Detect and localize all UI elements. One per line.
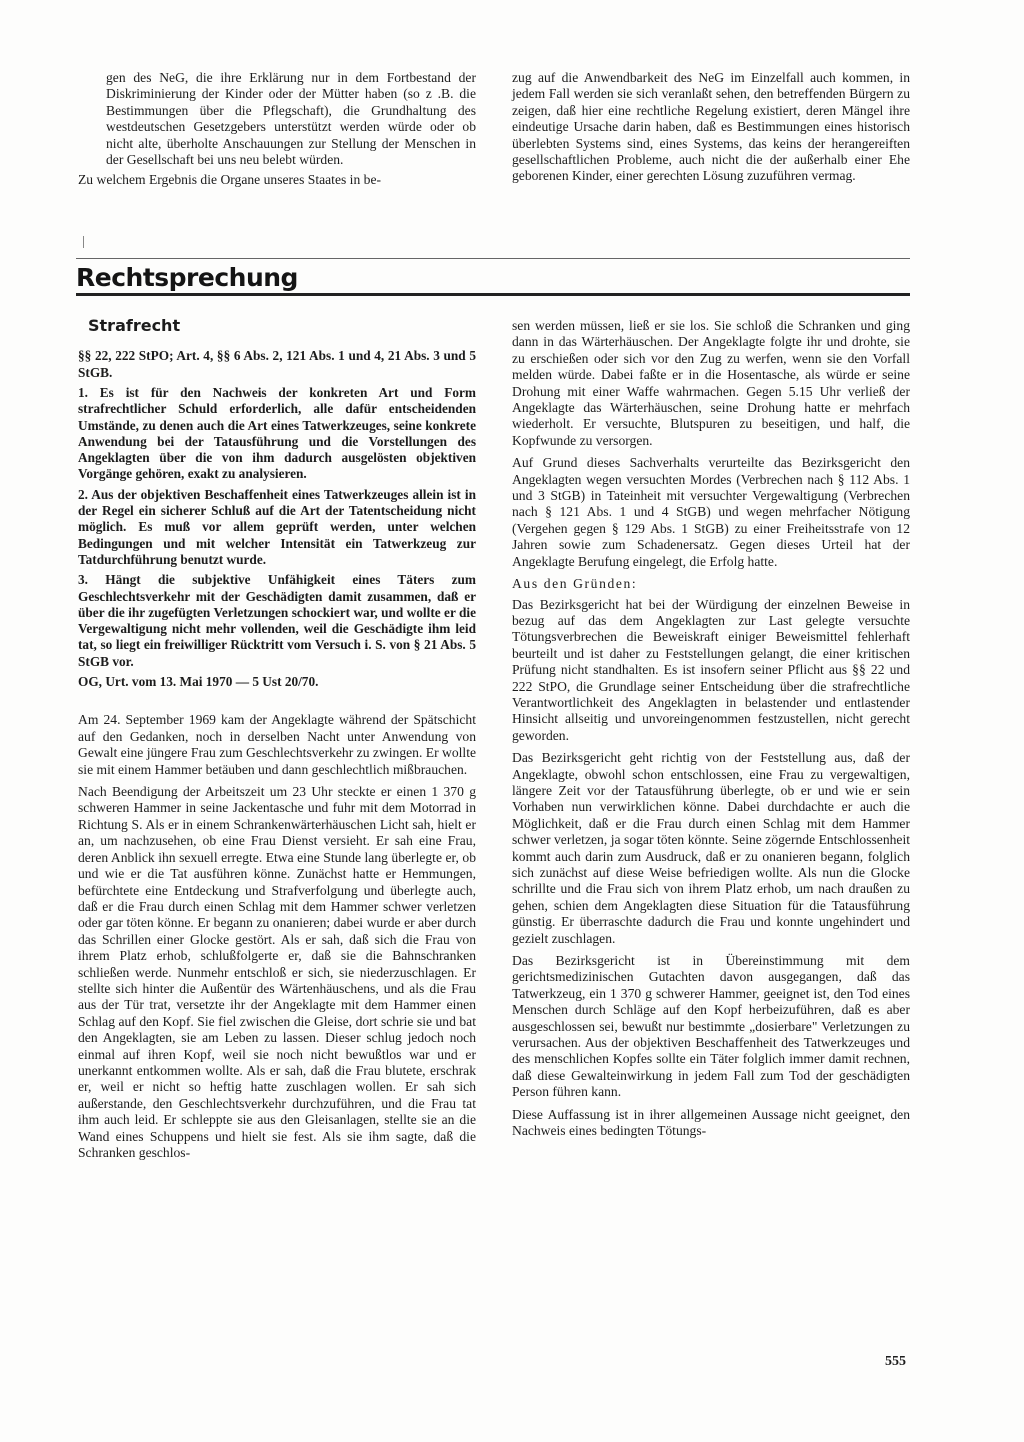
page-heading: Rechtsprechung xyxy=(76,263,298,292)
divider xyxy=(76,258,910,259)
heading-underline xyxy=(76,293,910,296)
body-paragraph: Diese Auffassung ist in ihrer allgemeinen Aussage nicht geeignet, den Nachweis eines bedingten Tötungs- xyxy=(512,1106,910,1139)
right-main-column xyxy=(512,318,910,1140)
headnote-1: 1. Es ist für den Nachweis der konkreten Art und Form strafrechtlicher Schuld erforderlich, alle dafür entscheidenden Umstände, zu denen auch die Art eines Tatwerkzeuges, seine konkrete Anwendung bei der Tatausführung und die Vorstellungen des Angeklagten über die von ihm dadurch ausgelösten objektiven Vorgänge gehören, exakt zu analysieren. xyxy=(78,385,476,482)
reasons-label: Aus den Gründen: xyxy=(512,576,638,592)
body-paragraph: Das Bezirksgericht hat bei der Würdigung der einzelnen Beweise in bezug auf das dem Angeklagten zur Last gelegte versuchte Tötungsverbrechen die Beweiskraft einiger Beweismittel fehlerhaft beurteilt und ist daher zu Feststellungen gelangt, die einer kritischen Prüfung nicht standhalten. Es ist insofern seiner Pflicht aus §§ 22 und 222 StPO, die Grundlage seiner Entscheidung über die strafrechtliche Verantwortlichkeit des Angeklagten in belastender und entlastender Hinsicht allseitig und unvoreingenommen festzustellen, nicht gerecht geworden. xyxy=(512,596,910,743)
paragraph: Zu welchem Ergebnis die Organe unseres Staates in be- xyxy=(78,172,381,188)
body-paragraph: Das Bezirksgericht ist in Übereinstimmung mit dem gerichtsmedizinischen Gutachten davon ausgegangen, daß das Tatwerkzeug, ein 1 370 g schwerer Hammer, geeignet ist, den Tod eines Menschen durch Schläge auf den Kopf herbeizuführen, daß es aber ausgeschlossen sei, bewußt nur bestimmte „dosierbare" Verletzungen zu verursachen. Aus der objektiven Beschaffenheit des Tatwerkzeuges und des menschlichen Kopfes sollte ein Täter folglich immer damit rechnen, daß diese Gewalteinwirkung in jedem Fall zum Tod der geschädigten Person führen kann. xyxy=(512,953,910,1100)
scan-mark xyxy=(83,236,84,248)
paragraph: zug auf die Anwendbarkeit des NeG im Einzelfall auch kommen, in jedem Fall werden sie sich veranlaßt sehen, den betreffenden Bürgern zu zeigen, daß hier eine rechtliche Regelung existiert, deren Mängel ihre eindeutige Ursache darin haben, daß es Bestimmungen eines historisch überlebten Systems sind, eines Systems, das keins der herangereiften gesellschaftlichen Probleme, auch nicht die der außerhalb einer Ehe geborenen Kinder, einer gerechten Lösung zuzuführen vermag. xyxy=(512,70,910,184)
top-right-column xyxy=(512,70,910,185)
case-reference: OG, Urt. vom 13. Mai 1970 — 5 Ust 20/70. xyxy=(78,674,319,690)
page-number: 555 xyxy=(885,1354,906,1369)
section-heading-band xyxy=(76,260,910,296)
body-paragraph: sen werden müssen, ließ er sie los. Sie schloß die Schranken und ging dann in das Wärterhäuschen. Der Angeklagte folgte ihr und drohte, sie zu erschießen oder sich vor den Zug zu werfen, wenn sie den Vorfall melden würde. Dabei faßte er in die Hosentasche, als würde er seine Drohung mit einer Waffe wahrmachen. Gegen 5.15 Uhr verließ der Angeklagte das Wärterhäuschen, seine Drohung hatte er mehrfach wiederholt. Er versuchte, Blutspuren zu beseitigen, und half, die Kopfwunde zu versorgen. xyxy=(512,318,910,448)
statute-reference: §§ 22, 222 StPO; Art. 4, §§ 6 Abs. 2, 121 Abs. 1 und 4, 21 Abs. 3 und 5 StGB. xyxy=(78,348,476,380)
continued-paragraph: gen des NeG, die ihre Erklärung nur in dem Fortbestand der Diskriminierung der Kinder oder der Mütter haben (so z .B. die Bestimmungen über die Pflegschaft), die Grundhaltung des westdeutschen Gesetzgebers unterstützt werden würde oder ob nicht alte, überholte Anschauungen zur Stellung der Menschen in der Gesellschaft bei uns neu belebt würden. xyxy=(106,70,476,168)
body-paragraph: Am 24. September 1969 kam der Angeklagte während der Spätschicht auf den Gedanken, noch in derselben Nacht unter Anwendung von Gewalt eine jüngere Frau zum Geschlechtsverkehr zu zwingen. Er wollte sie mit einem Hammer betäuben und dann geschlechtlich mißbrauchen. xyxy=(78,712,476,777)
body-paragraph: Auf Grund dieses Sachverhalts verurteilte das Bezirksgericht den Angeklagten wegen versuchten Mordes (Verbrechen nach § 112 Abs. 1 und 3 StGB) in Tateinheit mit versuchter Vergewaltigung (Verbrechen nach § 121 Abs. 1 und 4 StGB) und wegen mehrfacher Nötigung (Vergehen gegen § 129 Abs. 1 StGB) zu einer Freiheitsstrafe von 12 Jahren sowie zum Schadenersatz. Gegen dieses Urteil hat der Angeklagte Berufung eingelegt, die Erfolg hatte. xyxy=(512,455,910,569)
left-main-column xyxy=(78,318,476,1161)
top-left-column xyxy=(78,70,476,189)
body-paragraph: Nach Beendigung der Arbeitszeit um 23 Uhr steckte er einen 1 370 g schweren Hammer in seine Jackentasche und fuhr mit dem Motorrad in Richtung S. Als er in einem Schrankenwärterhäuschen Licht sah, hielt er an, um nachzusehen, ob eine Frau Dienst versieht. Er sah eine Frau, deren Anblick ihn sexuell erregte. Etwa eine Stunde lang überlegte er, ob und wie er die Tat ausführen könne. Zunächst hatte er Hemmungen, befürchtete eine Entdeckung und Strafverfolgung und überlegte auch, daß er die Frau durch einen Schlag mit dem Hammer schwer verletzen oder gar töten könne. Er begann zu onanieren; dabei wurde er aber durch das Schrillen einer Glocke gestört. Als er sah, daß sich die Frau von ihrem Platz erhob, schlußfolgerte er, daß sie die Bahnschranken schließen werde. Nunmehr entschloß er sich, sie niederzuschlagen. Er stellte sich hinter die Außentür des Wärtenhäuschens, und als die Frau aus der Tür trat, versetzte ihr der Angeklagte mit dem Hammer einen Schlag auf den Kopf. Sie fiel zwischen die Gleise, dort schrie sie und bat den Angeklagten, sie am Leben zu lassen. Dieser schlug jedoch noch einmal auf ihren Kopf, weil sie noch nicht bewußtlos war und er unerkannt entkommen wollte. Als er sah, daß die Frau blutete, erschrak er, weil er nicht so heftig hatte zuschlagen wollen. Er sah sich außerstande, den Geschlechtsverkehr durchzuführen, und die Frau tat ihm auch leid. Er schleppte sie aus den Gleisanlagen, stellte sie an die Wand eines Schuppens und hielt sie fest. Als sie ihm sagte, daß die Schranken geschlos- xyxy=(78,784,476,1161)
section-title: Strafrecht xyxy=(88,316,181,335)
headnote-3: 3. Hängt die subjektive Unfähigkeit eines Täters zum Geschlechtsverkehr mit der Geschädigten damit zusammen, daß er über die ihr zugefügten Verletzungen schockiert war, und wollte er die Vergewaltigung nicht mehr vollenden, weil die Geschädigte ihm leid tat, so liegt ein freiwilliger Rücktritt vom Versuch i. S. von § 21 Abs. 5 StGB vor. xyxy=(78,572,476,669)
body-paragraph: Das Bezirksgericht geht richtig von der Feststellung aus, daß der Angeklagte, obwohl schon entschlossen, eine Frau zu vergewaltigen, längere Zeit vor der Tatausführung überlegte, ob er und wie er sein Vorhaben nun verwirklichen könne. Dabei durchdachte er auch die Möglichkeit, daß er die Frau durch einen Schlag mit dem Hammer schwer verletzen, ja sogar töten könnte. Seine zögernde Entschlossenheit kommt auch darin zum Ausdruck, daß er zu onanieren begann, folglich sich zunächst auf diese Weise befriedigen wollte. Als nun die Glocke schrillte und die Frau sich von ihrem Platz erhob, um nach draußen zu gehen, schien dem Angeklagten diese Situation für die Tatausführung günstig. Er überraschte dadurch die Frau und konnte ungehindert und gezielt zuschlagen. xyxy=(512,750,910,946)
headnote-2: 2. Aus der objektiven Beschaffenheit eines Tatwerkzeuges allein ist in der Regel ein sicherer Schluß auf die Art der Tatentscheidung nicht möglich. Es muß vor allem geprüft werden, unter welchen Bedingungen und mit welcher Intensität ein Tatwerkzeug zur Tatdurchführung benutzt wurde. xyxy=(78,486,476,567)
